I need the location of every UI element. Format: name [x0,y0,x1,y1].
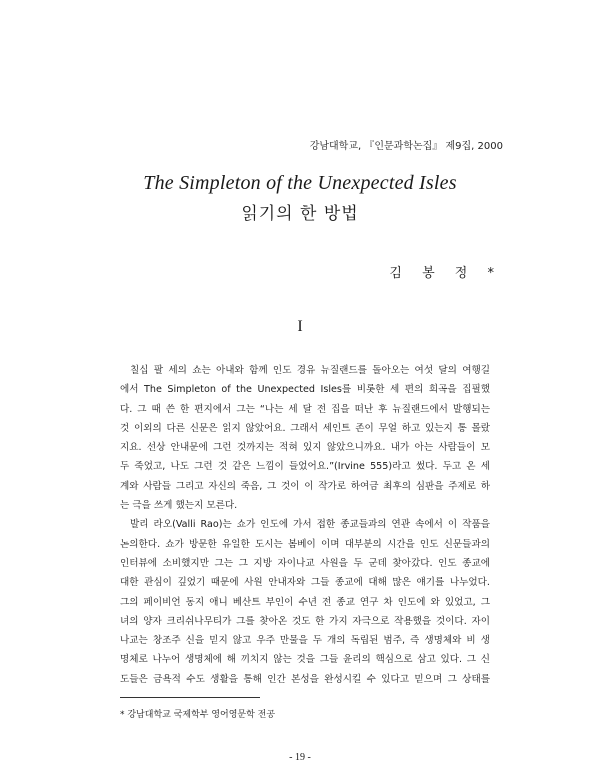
body-line: 칠십 팔 세의 쇼는 아내와 함께 인도 경유 뉴질랜드를 돌아오는 여섯 달의 여행길 [130,365,490,376]
body-line: 녀의 양자 크리쉬나무티가 그를 찾아온 것도 한 가지 자극으로 작용했을 것이다. 자이 [120,615,490,627]
body-line: 그의 페이비언 동지 애니 베산트 부인이 수년 전 종교 연구 차 인도에 와 있었고, 그 [120,596,490,608]
body-line: 다. 그 때 쓴 한 편지에서 그는 “나는 세 달 전 집을 떠난 후 뉴질랜드에서 발행되는 [120,403,490,415]
korean-title: 읽기의 한 방법 [241,204,359,224]
author-name: 김 봉 정 * [389,266,502,281]
body-line: 명체로 나누어 생명체에 해 끼치지 않는 것을 그들 윤리의 핵심으로 삼고 있다. 그 신 [120,654,490,666]
page-number: - 19 - [289,752,311,763]
body-line: 도들은 금욕적 수도 생활을 통해 인간 본성을 완성시킬 수 있다고 믿으며 그 상태를 [120,673,490,685]
body-line: 발리 라오(Valli Rao)는 쇼가 인도에 가서 접한 종교들과의 연관 속에서 이 작품을 [130,519,490,531]
body-line: 나교는 창조주 신을 믿지 않고 우주 만물을 두 개의 독립된 범주, 즉 생명체와 비 생 [120,635,490,647]
section-heading: I [297,318,303,335]
footnote: * 강남대학교 국제학부 영어영문학 전공 [120,710,276,720]
english-title: The Simpleton of the Unexpected Isles [143,172,457,194]
body-line: 두 죽었고, 나도 그런 것 같은 느낌이 들었어요.”(Irvine 555)라고 썼다. 두고 온 세 [120,461,490,473]
body-line: 에서 The Simpleton of the Unexpected Isles를 비롯한 세 편의 희곡을 집필했 [120,384,490,396]
body-line: 대한 관심이 깊었기 때문에 사원 안내자와 그들 종교에 대해 많은 얘기를 나누었다. [120,577,490,589]
footnote-divider [120,697,260,698]
body-line: 지요. 선상 안내문에 그런 것까지는 적혀 있지 않았으니까요. 내가 아는 사람들이 모 [120,442,490,454]
body-line: 인터뷰에 소비했지만 그는 그 지방 자이나교 사원을 두 군데 찾아갔다. 인도 종교에 [120,557,490,569]
body-line: 계와 사람들 그리고 자신의 죽음, 그 것이 이 작가로 하여금 최후의 심판을 주제로 하 [120,480,490,492]
body-line: 논의한다. 쇼가 방문한 유일한 도시는 봄베이 이며 대부분의 시간을 인도 신문들과의 [120,538,490,550]
body-text [120,361,490,689]
journal-header: 강남대학교, 『인문과학논집』 제9집, 2000 [309,141,503,152]
body-line: 것 이외의 다른 신문은 읽지 않았어요. 그래서 세인트 존이 무얼 하고 있는지 통 몰랐 [120,422,490,434]
body-line: 는 극을 쓰게 했는지 모른다. [120,500,238,512]
